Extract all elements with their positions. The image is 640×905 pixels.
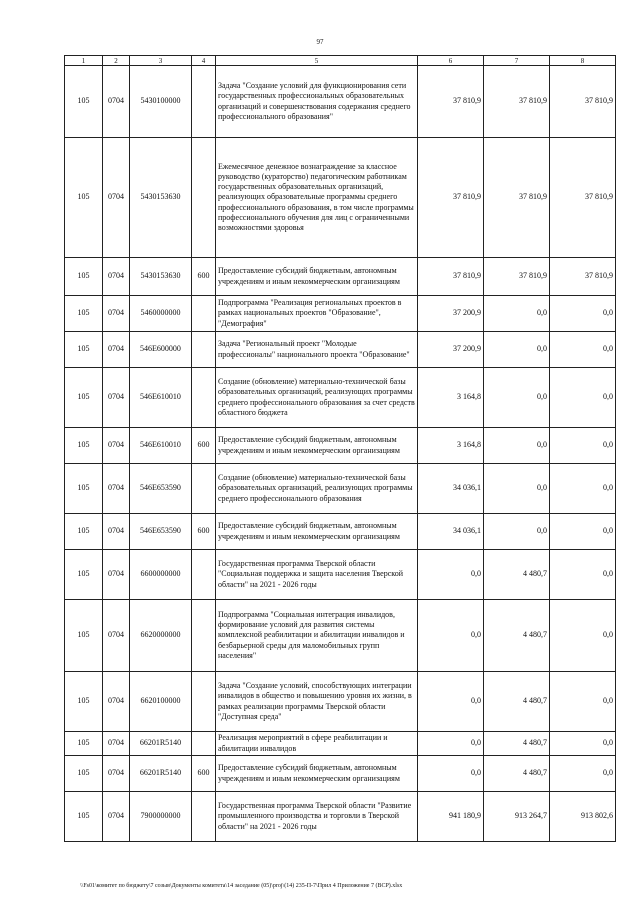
target-article-code: 6620100000	[130, 672, 192, 732]
expense-type-code: 600	[192, 428, 216, 464]
column-header: 4	[192, 56, 216, 66]
amount-year-3: 0,0	[550, 428, 616, 464]
ministry-code: 105	[65, 550, 103, 600]
amount-year-2: 0,0	[484, 332, 550, 368]
table-row	[65, 464, 616, 514]
section-code: 0704	[103, 368, 130, 428]
amount-year-1: 37 810,9	[418, 138, 484, 258]
column-header: 8	[550, 56, 616, 66]
amount-year-2: 4 480,7	[484, 672, 550, 732]
ministry-code: 105	[65, 332, 103, 368]
amount-year-3: 0,0	[550, 756, 616, 792]
expense-type-code	[192, 600, 216, 672]
amount-year-3: 0,0	[550, 550, 616, 600]
table-row	[65, 258, 616, 296]
item-description: Задача "Региональный проект "Молодые профессионалы" национального проекта "Образование"	[216, 332, 418, 368]
page-number: 97	[316, 38, 324, 46]
table-row	[65, 514, 616, 550]
amount-year-2: 0,0	[484, 428, 550, 464]
amount-year-3: 0,0	[550, 332, 616, 368]
section-code: 0704	[103, 332, 130, 368]
expense-type-code	[192, 464, 216, 514]
target-article-code: 546E653590	[130, 514, 192, 550]
ministry-code: 105	[65, 66, 103, 138]
amount-year-1: 34 036,1	[418, 514, 484, 550]
expense-type-code	[192, 332, 216, 368]
section-code: 0704	[103, 600, 130, 672]
section-code: 0704	[103, 732, 130, 756]
item-description: Предоставление субсидий бюджетным, автономным учреждениям и иным некоммерческим организациям	[216, 514, 418, 550]
table-row	[65, 600, 616, 672]
ministry-code: 105	[65, 514, 103, 550]
amount-year-3: 0,0	[550, 514, 616, 550]
amount-year-2: 0,0	[484, 368, 550, 428]
expense-type-code	[192, 368, 216, 428]
ministry-code: 105	[65, 756, 103, 792]
ministry-code: 105	[65, 138, 103, 258]
amount-year-1: 0,0	[418, 672, 484, 732]
item-description: Государственная программа Тверской области "Социальная поддержка и защита населения Тверской области" на 2021 - 2026 годы	[216, 550, 418, 600]
amount-year-1: 0,0	[418, 600, 484, 672]
expense-type-code: 600	[192, 756, 216, 792]
amount-year-1: 0,0	[418, 756, 484, 792]
table-row	[65, 138, 616, 258]
table-row	[65, 66, 616, 138]
section-code: 0704	[103, 138, 130, 258]
target-article-code: 546E610010	[130, 428, 192, 464]
amount-year-2: 4 480,7	[484, 756, 550, 792]
ministry-code: 105	[65, 600, 103, 672]
item-description: Предоставление субсидий бюджетным, автономным учреждениям и иным некоммерческим организациям	[216, 258, 418, 296]
expense-type-code	[192, 672, 216, 732]
amount-year-2: 913 264,7	[484, 792, 550, 842]
column-number-header-row	[65, 56, 616, 66]
item-description: Государственная программа Тверской области "Развитие промышленного производства и торговли в Тверской области" на 2021 - 2026 годы	[216, 792, 418, 842]
amount-year-3: 37 810,9	[550, 258, 616, 296]
section-code: 0704	[103, 514, 130, 550]
target-article-code: 6620000000	[130, 600, 192, 672]
item-description: Реализация мероприятий в сфере реабилитации и абилитации инвалидов	[216, 732, 418, 756]
amount-year-1: 37 810,9	[418, 258, 484, 296]
amount-year-3: 0,0	[550, 296, 616, 332]
amount-year-2: 0,0	[484, 464, 550, 514]
table-row	[65, 296, 616, 332]
table-row	[65, 332, 616, 368]
item-description: Ежемесячное денежное вознаграждение за классное руководство (кураторство) педагогическим работникам государственных образовательных организаций, реализующих образовательные программы среднего профессионального образования, в том числе программы профессионального обучения для лиц с ограниченными возможностями здоровья	[216, 138, 418, 258]
ministry-code: 105	[65, 732, 103, 756]
column-header: 6	[418, 56, 484, 66]
table-row	[65, 792, 616, 842]
section-code: 0704	[103, 550, 130, 600]
ministry-code: 105	[65, 464, 103, 514]
amount-year-3: 0,0	[550, 672, 616, 732]
ministry-code: 105	[65, 428, 103, 464]
ministry-code: 105	[65, 792, 103, 842]
table-row	[65, 368, 616, 428]
section-code: 0704	[103, 756, 130, 792]
target-article-code: 66201R5140	[130, 732, 192, 756]
table-row	[65, 732, 616, 756]
target-article-code: 5460000000	[130, 296, 192, 332]
expense-type-code	[192, 296, 216, 332]
expense-type-code	[192, 66, 216, 138]
amount-year-3: 0,0	[550, 368, 616, 428]
target-article-code: 7900000000	[130, 792, 192, 842]
expense-type-code: 600	[192, 514, 216, 550]
amount-year-1: 37 810,9	[418, 66, 484, 138]
item-description: Подпрограмма "Социальная интеграция инвалидов, формирование условий для развития системы комплексной реабилитации и абилитации инвалидов и безбарьерной среды для маломобильных групп населения"	[216, 600, 418, 672]
item-description: Создание (обновление) материально-технической базы образовательных организаций, реализующих программы среднего профессионального образования	[216, 464, 418, 514]
amount-year-1: 34 036,1	[418, 464, 484, 514]
amount-year-2: 4 480,7	[484, 550, 550, 600]
amount-year-2: 0,0	[484, 296, 550, 332]
table-row	[65, 756, 616, 792]
ministry-code: 105	[65, 296, 103, 332]
amount-year-2: 4 480,7	[484, 600, 550, 672]
amount-year-1: 3 164,8	[418, 428, 484, 464]
expense-type-code	[192, 138, 216, 258]
target-article-code: 546E653590	[130, 464, 192, 514]
amount-year-3: 0,0	[550, 732, 616, 756]
expense-type-code	[192, 732, 216, 756]
target-article-code: 546E610010	[130, 368, 192, 428]
section-code: 0704	[103, 464, 130, 514]
table-row	[65, 672, 616, 732]
ministry-code: 105	[65, 258, 103, 296]
target-article-code: 6600000000	[130, 550, 192, 600]
table-row	[65, 550, 616, 600]
amount-year-1: 3 164,8	[418, 368, 484, 428]
expense-type-code	[192, 550, 216, 600]
column-header: 1	[65, 56, 103, 66]
item-description: Предоставление субсидий бюджетным, автономным учреждениям и иным некоммерческим организациям	[216, 756, 418, 792]
amount-year-1: 37 200,9	[418, 332, 484, 368]
target-article-code: 5430100000	[130, 66, 192, 138]
amount-year-2: 37 810,9	[484, 138, 550, 258]
budget-table	[64, 55, 616, 842]
amount-year-1: 0,0	[418, 550, 484, 600]
file-path-footer: \\Fs01\комитет по бюджету\7 созыв\Документы комитета\14 заседание (05)\proj\(14) 235-П-7\Прил 4 Приложение 7 (ВСР).xlsx	[80, 883, 403, 889]
expense-type-code	[192, 792, 216, 842]
column-header: 7	[484, 56, 550, 66]
target-article-code: 5430153630	[130, 138, 192, 258]
target-article-code: 546E600000	[130, 332, 192, 368]
section-code: 0704	[103, 792, 130, 842]
section-code: 0704	[103, 296, 130, 332]
table-row	[65, 428, 616, 464]
column-header: 2	[103, 56, 130, 66]
amount-year-3: 37 810,9	[550, 138, 616, 258]
item-description: Предоставление субсидий бюджетным, автономным учреждениям и иным некоммерческим организациям	[216, 428, 418, 464]
section-code: 0704	[103, 428, 130, 464]
column-header: 5	[216, 56, 418, 66]
section-code: 0704	[103, 672, 130, 732]
amount-year-2: 4 480,7	[484, 732, 550, 756]
item-description: Подпрограмма "Реализация региональных проектов в рамках национальных проектов "Образование", "Демография"	[216, 296, 418, 332]
expense-type-code: 600	[192, 258, 216, 296]
item-description: Задача "Создание условий для функционирования сети государственных профессиональных образовательных организаций и совершенствования содержания среднего профессионального образования"	[216, 66, 418, 138]
amount-year-3: 0,0	[550, 464, 616, 514]
amount-year-2: 37 810,9	[484, 66, 550, 138]
section-code: 0704	[103, 66, 130, 138]
amount-year-3: 0,0	[550, 600, 616, 672]
column-header: 3	[130, 56, 192, 66]
amount-year-3: 913 802,6	[550, 792, 616, 842]
amount-year-2: 37 810,9	[484, 258, 550, 296]
ministry-code: 105	[65, 672, 103, 732]
target-article-code: 66201R5140	[130, 756, 192, 792]
ministry-code: 105	[65, 368, 103, 428]
item-description: Задача "Создание условий, способствующих интеграции инвалидов в общество и повышению уровня их жизни, в рамках реализации программы Тверской области "Доступная среда"	[216, 672, 418, 732]
amount-year-1: 0,0	[418, 732, 484, 756]
section-code: 0704	[103, 258, 130, 296]
amount-year-3: 37 810,9	[550, 66, 616, 138]
item-description: Создание (обновление) материально-технической базы образовательных организаций, реализующих программы среднего профессионального образования за счет средств областного бюджета	[216, 368, 418, 428]
amount-year-1: 37 200,9	[418, 296, 484, 332]
target-article-code: 5430153630	[130, 258, 192, 296]
amount-year-1: 941 180,9	[418, 792, 484, 842]
amount-year-2: 0,0	[484, 514, 550, 550]
